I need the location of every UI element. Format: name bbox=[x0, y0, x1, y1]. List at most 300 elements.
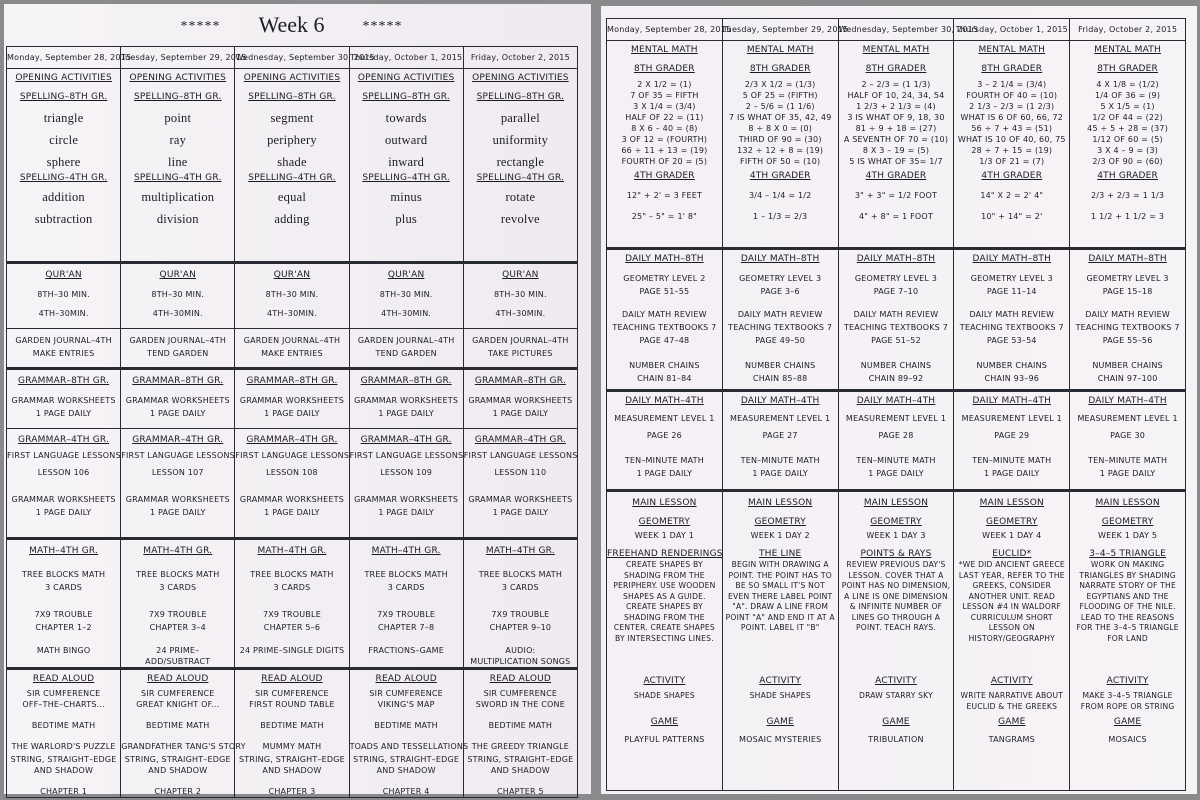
spacer bbox=[7, 300, 120, 308]
cell-text: BEDTIME MATH bbox=[31, 721, 96, 730]
cell-text: GEOMETRY LEVEL 3 bbox=[739, 274, 822, 283]
mental-math-line: 81 ÷ 9 + 18 = (27) bbox=[855, 124, 937, 133]
cell-text: 1 PAGE DAILY bbox=[492, 508, 549, 517]
spacer bbox=[7, 84, 120, 92]
cell-text: DAILY MATH REVIEW bbox=[1085, 310, 1170, 319]
spelling-word: outward bbox=[384, 133, 428, 147]
spacer bbox=[1070, 297, 1185, 309]
cell-text: GEOMETRY LEVEL 3 bbox=[970, 274, 1053, 283]
spacer bbox=[464, 281, 577, 289]
activity-text: SHADE SHAPES bbox=[749, 691, 811, 700]
spacer bbox=[121, 710, 234, 720]
cell-text: PAGE 15–18 bbox=[1102, 287, 1153, 296]
mental-math-heading: MENTAL MATH bbox=[862, 45, 930, 55]
mental-math-line: 1/3 OF 21 = (7) bbox=[979, 157, 1045, 166]
main-lesson-heading: MAIN LESSON bbox=[863, 498, 929, 508]
mental-math-line: WHAT IS 10 OF 40, 60, 75 bbox=[957, 135, 1066, 144]
cell-text: 3 CARDS bbox=[159, 583, 197, 592]
quran-heading: QUR'AN bbox=[45, 270, 82, 280]
spacer bbox=[464, 593, 577, 609]
cell-text: MEASUREMENT LEVEL 1 bbox=[1077, 414, 1178, 423]
cell-text: AND SHADOW bbox=[490, 766, 550, 775]
mental-math-line: 2 X 1/2 = (1) bbox=[637, 80, 692, 89]
cell-text: LESSON 109 bbox=[380, 468, 433, 477]
cell-text: FIRST LANGUAGE LESSONS bbox=[121, 451, 235, 460]
cell-text: 4TH–30MIN. bbox=[495, 309, 546, 318]
spelling-word: adding bbox=[274, 212, 310, 226]
spelling-row-day-5 bbox=[463, 69, 577, 263]
cell-text: 7X9 TROUBLE bbox=[34, 610, 93, 619]
spacer bbox=[954, 182, 1069, 190]
quran-row bbox=[7, 263, 578, 329]
opening-activities-heading: OPENING ACTIVITIES bbox=[243, 73, 341, 83]
cell-text: PAGE 47–48 bbox=[639, 336, 690, 345]
mental-math-line: 7 IS WHAT OF 35, 42, 49 bbox=[728, 113, 832, 122]
daily-math-4th-row bbox=[607, 391, 1186, 491]
cell-text: 24 PRIME– bbox=[156, 646, 200, 655]
spacer bbox=[235, 710, 348, 720]
spelling-word: inward bbox=[388, 155, 425, 169]
quran-row-day-2 bbox=[121, 263, 235, 329]
spacer bbox=[350, 478, 463, 494]
spacer bbox=[464, 633, 577, 645]
day-header bbox=[121, 47, 247, 69]
grammar4-row-day-3 bbox=[235, 429, 349, 539]
lesson-title: FREEHAND RENDERINGS bbox=[607, 549, 723, 559]
spacer bbox=[1070, 509, 1185, 517]
read-aloud-heading: READ ALOUD bbox=[375, 674, 437, 684]
grammar-8th-heading: GRAMMAR–8TH GR. bbox=[474, 376, 566, 386]
spelling-word: addition bbox=[42, 190, 85, 204]
cell-text: PAGE 53–54 bbox=[986, 336, 1037, 345]
cell-text: CHAIN 97–100 bbox=[1097, 374, 1158, 383]
cell-text: 3 CARDS bbox=[273, 583, 311, 592]
spacer bbox=[723, 201, 838, 211]
stars-left: ***** bbox=[180, 18, 221, 34]
cell-text: BEDTIME MATH bbox=[488, 721, 553, 730]
cell-text: DAILY MATH REVIEW bbox=[737, 310, 823, 319]
spacer bbox=[350, 387, 463, 395]
spacer bbox=[464, 731, 577, 741]
cell-text: TEACHING TEXTBOOKS 7 bbox=[959, 323, 1064, 332]
cell-text: GRAMMAR WORKSHEETS bbox=[354, 495, 459, 504]
grammar-4th-heading: GRAMMAR–4TH GR. bbox=[246, 435, 338, 445]
spacer bbox=[464, 300, 577, 308]
spacer bbox=[121, 478, 234, 494]
spacer bbox=[607, 182, 722, 190]
mental-math-line: 1/4 OF 36 = (9) bbox=[1095, 91, 1161, 100]
cell-text: TREE BLOCKS MATH bbox=[21, 570, 106, 579]
spacer bbox=[121, 593, 234, 609]
cell-text: NUMBER CHAINS bbox=[860, 361, 932, 370]
day-label: Friday, October 2, 2015 bbox=[470, 53, 570, 62]
cell-text: STRING, STRAIGHT–EDGE bbox=[238, 755, 345, 764]
cell-text: 8TH–30 MIN. bbox=[494, 290, 547, 299]
mental-math-line: FIFTH OF 50 = (10) bbox=[740, 157, 821, 166]
spacer bbox=[1070, 541, 1185, 549]
cell-text: FIRST LANGUAGE LESSONS bbox=[349, 451, 464, 460]
cell-text: CHAIN 81–84 bbox=[637, 374, 692, 383]
garden-row-day-2 bbox=[121, 329, 235, 369]
spacer bbox=[464, 387, 577, 395]
cell-text: CHAPTER 3–4 bbox=[149, 623, 206, 632]
spacer bbox=[723, 56, 838, 64]
math4-row-day-3 bbox=[235, 539, 349, 669]
spacer bbox=[350, 710, 463, 720]
cell-text: PAGE 11–14 bbox=[986, 287, 1037, 296]
math4-row-day-4 bbox=[349, 539, 463, 669]
day-header-row bbox=[7, 47, 578, 69]
read-aloud-row-day-2 bbox=[121, 669, 246, 798]
cell-text: 7X9 TROUBLE bbox=[148, 610, 207, 619]
mental-math-row bbox=[607, 41, 1186, 249]
main-lesson-heading: MAIN LESSON bbox=[1095, 498, 1160, 508]
subject-heading: GEOMETRY bbox=[870, 517, 922, 527]
cell-text: THE GREEDY TRIANGLE bbox=[471, 742, 570, 751]
cell-text: 1 PAGE DAILY bbox=[1099, 469, 1156, 478]
cell-text: CHAPTER 4 bbox=[382, 787, 430, 796]
spacer bbox=[723, 297, 838, 309]
mental-math-line: A SEVENTH OF 70 = (10) bbox=[843, 135, 949, 144]
game-name: TRIBULATION bbox=[868, 735, 924, 744]
quran-heading: QUR'AN bbox=[387, 270, 425, 280]
cell-text: 1 PAGE DAILY bbox=[35, 409, 92, 418]
spacer bbox=[1070, 668, 1185, 676]
cell-text: AND SHADOW bbox=[376, 766, 436, 775]
right-schedule-table bbox=[606, 18, 1186, 791]
lesson-title: 3–4–5 TRIANGLE bbox=[1089, 549, 1166, 559]
spacer bbox=[235, 776, 348, 786]
cell-text: TEND GARDEN bbox=[375, 349, 437, 358]
cell-text: FIRST ROUND TABLE bbox=[249, 700, 335, 709]
spacer bbox=[723, 182, 838, 190]
spacer bbox=[607, 346, 722, 360]
game-name: MOSAICS bbox=[1108, 735, 1147, 744]
mental-math-row-day-5 bbox=[1070, 41, 1186, 249]
spelling-word: uniformity bbox=[492, 133, 549, 147]
spacer bbox=[350, 633, 463, 645]
activity-text: WRITE NARRATIVE ABOUT EUCLID & THE GREEKS bbox=[960, 691, 1064, 711]
cell-text: SIR CUMFERENCE bbox=[369, 689, 443, 698]
cell-text: GRAMMAR WORKSHEETS bbox=[11, 495, 116, 504]
spacer bbox=[7, 478, 120, 494]
cell-text: 1 PAGE DAILY bbox=[492, 409, 549, 418]
quran-heading: QUR'AN bbox=[159, 270, 197, 280]
cell-text: PAGE 49–50 bbox=[755, 336, 806, 345]
spacer bbox=[121, 281, 234, 289]
spacer bbox=[121, 557, 234, 569]
spacer bbox=[350, 300, 463, 308]
spelling-4th-heading: SPELLING–4TH GR. bbox=[134, 173, 222, 183]
cell-text: CHAIN 85–88 bbox=[752, 374, 808, 383]
spacer bbox=[723, 441, 838, 455]
week-title bbox=[4, 12, 579, 38]
cell-text: MULTIPLICATION SONGS bbox=[470, 657, 571, 666]
mental-math-line: 2 1/3 – 2/3 = (1 2/3) bbox=[969, 102, 1055, 111]
lesson-title: THE LINE bbox=[758, 549, 802, 559]
cell-text: 25" – 5" = 1' 8" bbox=[631, 212, 698, 221]
cell-text: FIRST LANGUAGE LESSONS bbox=[235, 451, 350, 460]
day-header-row bbox=[607, 19, 1186, 41]
spacer bbox=[235, 478, 348, 494]
mental-math-line: 45 ÷ 5 + 28 = (37) bbox=[1087, 124, 1169, 133]
spacer bbox=[1070, 56, 1185, 64]
spacer bbox=[954, 297, 1069, 309]
spacer bbox=[464, 478, 577, 494]
spacer bbox=[235, 593, 348, 609]
cell-text: 24 PRIME–SINGLE DIGITS bbox=[239, 646, 345, 655]
spelling-row-day-2 bbox=[121, 69, 235, 263]
cell-text: 2/3 + 2/3 = 1 1/3 bbox=[1090, 191, 1165, 200]
spacer bbox=[954, 201, 1069, 211]
spacer bbox=[464, 84, 577, 92]
cell-text: GRAMMAR WORKSHEETS bbox=[239, 396, 344, 405]
day-header bbox=[607, 19, 732, 41]
quran-heading: QUR'AN bbox=[502, 270, 539, 280]
spacer bbox=[839, 265, 954, 273]
spacer bbox=[723, 541, 838, 549]
mental-math-line: HALF OF 22 = (11) bbox=[625, 113, 704, 122]
daily-math-8th-row-day-3 bbox=[838, 249, 954, 391]
cell-text: TEN–MINUTE MATH bbox=[624, 456, 704, 465]
spelling-word: line bbox=[168, 155, 188, 169]
spacer bbox=[464, 776, 577, 786]
cell-text: 4TH–30MIN. bbox=[38, 309, 89, 318]
spacer bbox=[350, 84, 463, 92]
spacer bbox=[7, 281, 120, 289]
garden-journal-label: GARDEN JOURNAL–4TH bbox=[15, 336, 112, 345]
daily-math-4th-row-day-1 bbox=[607, 391, 723, 491]
mental-math-line: 2/3 X 1/2 = (1/3) bbox=[744, 80, 816, 89]
game-heading: GAME bbox=[998, 717, 1026, 727]
cell-text: PAGE 30 bbox=[1110, 431, 1146, 440]
mental-math-line: 5 IS WHAT OF 35= 1/7 bbox=[849, 157, 943, 166]
cell-text: GRAMMAR WORKSHEETS bbox=[468, 396, 573, 405]
day-header bbox=[463, 47, 577, 69]
daily-math-8th-heading: DAILY MATH–8TH bbox=[740, 254, 820, 264]
cell-text: 3 CARDS bbox=[387, 583, 425, 592]
spacer bbox=[607, 56, 722, 64]
daily-math-8th-row-day-2 bbox=[722, 249, 838, 391]
cell-text: TEN–MINUTE MATH bbox=[972, 456, 1052, 465]
cell-text: MAKE ENTRIES bbox=[32, 349, 95, 358]
cell-text: GRAMMAR WORKSHEETS bbox=[468, 495, 573, 504]
math4-row-day-2 bbox=[121, 539, 235, 669]
cell-text: 1 PAGE DAILY bbox=[149, 508, 206, 517]
stars-right: ***** bbox=[362, 18, 403, 34]
spelling-4th-heading: SPELLING–4TH GR. bbox=[19, 173, 108, 183]
spacer bbox=[350, 593, 463, 609]
mental-math-line: 8 ÷ 8 X 0 = (0) bbox=[748, 124, 813, 133]
grade-heading: 8TH GRADER bbox=[634, 64, 695, 74]
spacer bbox=[7, 387, 120, 395]
mental-math-line: 5 X 1/5 = (1) bbox=[1100, 102, 1155, 111]
cell-text: CHAPTER 5–6 bbox=[263, 623, 321, 632]
grammar4-row-day-1 bbox=[7, 429, 121, 539]
spacer bbox=[1070, 346, 1185, 360]
spacer bbox=[1070, 265, 1185, 273]
day-header bbox=[722, 19, 849, 41]
grade-heading: 4TH GRADER bbox=[634, 171, 695, 181]
mental-math-line: THIRD OF 90 = (30) bbox=[738, 135, 822, 144]
spacer bbox=[607, 441, 722, 455]
cell-text: 4" + 8" = 1 FOOT bbox=[858, 212, 934, 221]
cell-text: 14" X 2 = 2' 4" bbox=[980, 191, 1044, 200]
cell-text: PAGE 51–55 bbox=[639, 287, 690, 296]
cell-text: GRANDFATHER TANG'S STORY bbox=[121, 742, 246, 751]
spacer bbox=[464, 710, 577, 720]
cell-text: GEOMETRY LEVEL 3 bbox=[1086, 274, 1169, 283]
math-4th-heading: MATH–4TH GR. bbox=[485, 546, 555, 556]
spelling-word: sphere bbox=[46, 155, 81, 169]
spacer bbox=[121, 633, 234, 645]
spacer bbox=[839, 201, 954, 211]
mental-math-line: 7 OF 35 = FIFTH bbox=[630, 91, 699, 100]
spacer bbox=[121, 387, 234, 395]
day-header bbox=[1070, 19, 1186, 41]
spacer bbox=[839, 509, 954, 517]
cell-text: WEEK 1 DAY 5 bbox=[1097, 531, 1158, 540]
cell-text: DAILY MATH REVIEW bbox=[853, 310, 939, 319]
cell-text: WEEK 1 DAY 1 bbox=[634, 531, 695, 540]
quran-heading: QUR'AN bbox=[273, 270, 311, 280]
spelling-word: revolve bbox=[500, 212, 540, 226]
cell-text: TREE BLOCKS MATH bbox=[478, 570, 563, 579]
activity-heading: ACTIVITY bbox=[990, 676, 1033, 686]
mental-math-line: 5 OF 25 = (FIFTH) bbox=[742, 91, 818, 100]
grammar-8th-heading: GRAMMAR–8TH GR. bbox=[360, 376, 452, 386]
opening-activities-heading: OPENING ACTIVITIES bbox=[472, 73, 569, 83]
main-lesson-row-day-4 bbox=[954, 491, 1070, 791]
grammar4-row-day-2 bbox=[121, 429, 235, 539]
lesson-description: WORK ON MAKING TRIANGLES BY SHADING NARRATE STORY OF THE EGYPTIANS AND THE FLOODING OF THE NILE. LEAD TO THE REASONS FOR THE 3–4–5 TRIANGLE FOR LAND bbox=[1076, 560, 1179, 643]
cell-text: FIRST LANGUAGE LESSONS bbox=[463, 451, 578, 460]
quran-row-day-5 bbox=[463, 263, 577, 329]
activity-text: DRAW STARRY SKY bbox=[859, 691, 933, 700]
week-label: Week 6 bbox=[258, 12, 325, 37]
cell-text: CHAPTER 3 bbox=[268, 787, 316, 796]
mental-math-line: 2/3 OF 90 = (60) bbox=[1092, 157, 1163, 166]
spacer bbox=[954, 56, 1069, 64]
cell-text: VIKING'S MAP bbox=[377, 700, 435, 709]
daily-math-8th-row-day-4 bbox=[954, 249, 1070, 391]
spelling-word: towards bbox=[385, 111, 427, 125]
daily-math-4th-heading: DAILY MATH–4TH bbox=[856, 396, 936, 406]
game-heading: GAME bbox=[1113, 717, 1142, 727]
garden-row-day-5 bbox=[463, 329, 577, 369]
garden-row-day-4 bbox=[349, 329, 463, 369]
spacer bbox=[723, 509, 838, 517]
garden-row-day-3 bbox=[235, 329, 349, 369]
day-label: Wednesday, September 30, 2015 bbox=[235, 53, 375, 62]
spacer bbox=[839, 56, 954, 64]
spelling-word: circle bbox=[49, 133, 79, 147]
grade-heading: 8TH GRADER bbox=[1097, 64, 1158, 74]
grammar8-row-day-4 bbox=[349, 369, 463, 429]
read-aloud-heading: READ ALOUD bbox=[489, 674, 552, 684]
cell-text: SIR CUMFERENCE bbox=[26, 689, 101, 698]
cell-text: CHAPTER 5 bbox=[496, 787, 544, 796]
day-label: Friday, October 2, 2015 bbox=[1078, 25, 1178, 34]
game-name: PLAYFUL PATTERNS bbox=[624, 735, 705, 744]
cell-text: MAKE ENTRIES bbox=[261, 349, 323, 358]
main-lesson-row-day-2 bbox=[722, 491, 838, 791]
cell-text: TEACHING TEXTBOOKS 7 bbox=[1075, 323, 1180, 332]
main-lesson-row bbox=[607, 491, 1186, 791]
cell-text: 1 PAGE DAILY bbox=[264, 508, 320, 517]
spacer bbox=[7, 633, 120, 645]
cell-text: 7X9 TROUBLE bbox=[377, 610, 436, 619]
cell-text: 12" + 2' = 3 FEET bbox=[626, 191, 703, 200]
cell-text: LESSON 106 bbox=[37, 468, 90, 477]
spelling-row bbox=[7, 69, 578, 263]
spacer bbox=[839, 297, 954, 309]
cell-text: FRACTIONS–GAME bbox=[368, 646, 445, 655]
spacer bbox=[723, 265, 838, 273]
cell-text: ADD/SUBTRACT bbox=[145, 657, 211, 666]
cell-text: 7X9 TROUBLE bbox=[491, 610, 550, 619]
cell-text: 3 CARDS bbox=[45, 583, 83, 592]
cell-text: CHAPTER 9–10 bbox=[489, 623, 552, 632]
read-aloud-heading: READ ALOUD bbox=[32, 674, 95, 684]
grade-heading: 4TH GRADER bbox=[865, 171, 927, 181]
spelling-word: segment bbox=[270, 111, 314, 125]
grade-heading: 4TH GRADER bbox=[981, 171, 1043, 181]
activity-heading: ACTIVITY bbox=[1106, 676, 1149, 686]
cell-text: AND SHADOW bbox=[262, 766, 322, 775]
cell-text: BEDTIME MATH bbox=[146, 721, 210, 730]
spelling-word: minus bbox=[390, 190, 422, 204]
grammar8-row-day-2 bbox=[121, 369, 235, 429]
grammar-4th-heading: GRAMMAR–4TH GR. bbox=[474, 435, 566, 445]
grammar-4th-heading: GRAMMAR–4TH GR. bbox=[18, 435, 110, 445]
daily-math-4th-heading: DAILY MATH–4TH bbox=[625, 396, 704, 406]
opening-activities-heading: OPENING ACTIVITIES bbox=[15, 73, 112, 83]
daily-math-4th-row-day-4 bbox=[954, 391, 1070, 491]
spelling-8th-heading: SPELLING–8TH GR. bbox=[476, 92, 565, 102]
game-heading: GAME bbox=[650, 717, 679, 727]
garden-row-day-1 bbox=[7, 329, 121, 369]
spacer bbox=[839, 668, 954, 676]
daily-math-8th-heading: DAILY MATH–8TH bbox=[972, 254, 1052, 264]
mental-math-line: 1/2 OF 44 = (22) bbox=[1092, 113, 1163, 122]
day-label: Monday, September 28, 2015 bbox=[607, 25, 732, 34]
spacer bbox=[954, 346, 1069, 360]
daily-math-4th-heading: DAILY MATH–4TH bbox=[1088, 396, 1167, 406]
cell-text: 1 PAGE DAILY bbox=[264, 409, 320, 418]
math-4th-heading: MATH–4TH GR. bbox=[371, 546, 441, 556]
day-header bbox=[954, 19, 1070, 41]
day-header bbox=[838, 19, 979, 41]
cell-text: TEACHING TEXTBOOKS 7 bbox=[728, 323, 833, 332]
daily-math-4th-row-day-5 bbox=[1070, 391, 1186, 491]
mental-math-line: 28 ÷ 7 + 15 = (19) bbox=[971, 146, 1053, 155]
cell-text: 8TH–30 MIN. bbox=[37, 290, 90, 299]
subject-heading: GEOMETRY bbox=[1101, 517, 1154, 527]
grammar8-row-day-1 bbox=[7, 369, 121, 429]
cell-text: STRING, STRAIGHT–EDGE bbox=[467, 755, 574, 764]
main-lesson-row-day-3 bbox=[838, 491, 954, 791]
cell-text: MEASUREMENT LEVEL 1 bbox=[961, 414, 1062, 423]
cell-text: CHAPTER 2 bbox=[154, 787, 202, 796]
cell-text: TEND GARDEN bbox=[147, 349, 209, 358]
lesson-description: CREATE SHAPES BY SHADING FROM THE PERIPHERY. USE WOODEN SHAPES AS A GUIDE. CREATE SHAPES BY SHADING FROM THE CENTER. CREATE SHAPES BY INTERSECTING LINES. bbox=[613, 560, 716, 643]
cell-text: PAGE 28 bbox=[878, 431, 914, 440]
daily-math-4th-row-day-3 bbox=[838, 391, 954, 491]
read-aloud-row-day-1 bbox=[7, 669, 121, 798]
spacer bbox=[7, 731, 120, 741]
spacer bbox=[121, 731, 234, 741]
